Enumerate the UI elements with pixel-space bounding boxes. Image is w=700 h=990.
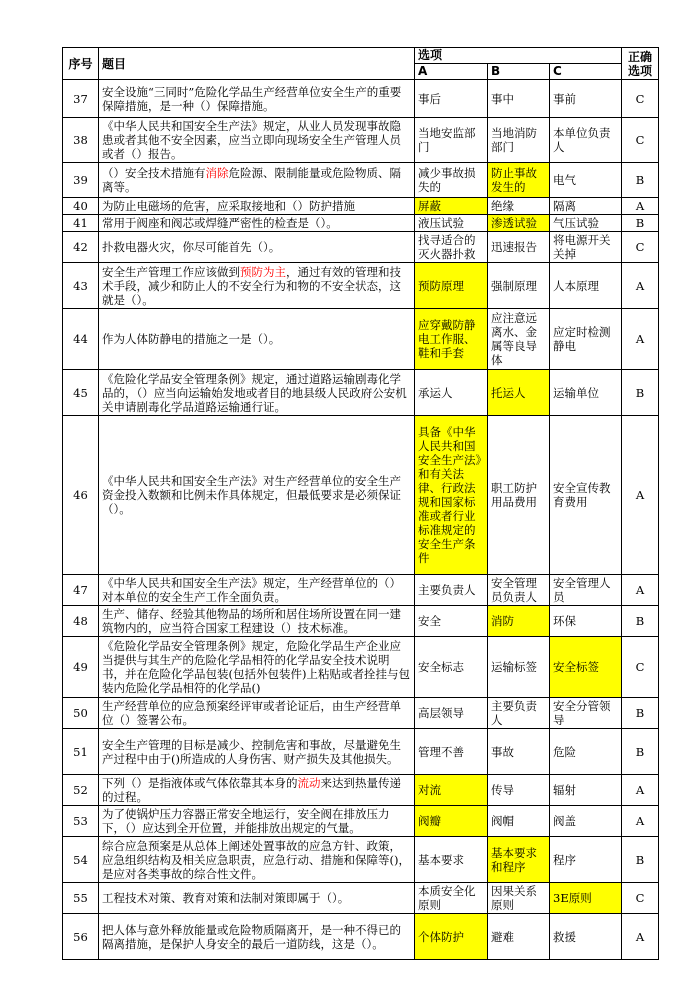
correct-answer: A: [622, 309, 659, 370]
question-text: [99, 698, 415, 729]
option-a: 预防原理: [415, 263, 488, 309]
table-row: [63, 232, 659, 263]
question-number: 40: [63, 198, 99, 215]
option-a: 安全: [415, 606, 488, 637]
table-row: [63, 263, 659, 309]
header-correct-answer: 正确选项: [622, 48, 659, 80]
table-row: [63, 637, 659, 698]
question-text: [99, 806, 415, 837]
option-a: 安全标志: [415, 637, 488, 698]
correct-answer: B: [622, 606, 659, 637]
question-text: [99, 416, 415, 575]
option-c: 阀盖: [550, 806, 622, 837]
option-b: 安全管理员负责人: [488, 575, 550, 606]
correct-answer: B: [622, 370, 659, 416]
option-c: 运输单位: [550, 370, 622, 416]
option-b: 托运人: [488, 370, 550, 416]
option-a: 个体防护: [415, 914, 488, 960]
question-text: [99, 575, 415, 606]
option-c: 安全管理人员: [550, 575, 622, 606]
option-b: 消防: [488, 606, 550, 637]
option-c: 安全分管领导: [550, 698, 622, 729]
question-highlight-word: 预防为主: [240, 264, 286, 279]
header-no: 序号: [63, 48, 99, 80]
question-text-part: 下列（）是指液体或气体依靠其本身的: [102, 776, 298, 790]
table-row: [63, 883, 659, 914]
option-c: 救援: [550, 914, 622, 960]
question-number: 43: [63, 263, 99, 309]
option-a: 基本要求: [415, 837, 488, 883]
option-b: 迅速报告: [488, 232, 550, 263]
option-b: 基本要求和程序: [488, 837, 550, 883]
question-text-part: （）安全技术措施有: [102, 166, 206, 180]
question-number: 39: [63, 163, 99, 198]
option-a: 应穿戴防静电工作服、鞋和手套: [415, 309, 488, 370]
question-text-part: 《中华人民共和国安全生产法》规定，生产经营单位的（）对本单位的安全生产工作全面负责。: [102, 576, 401, 604]
question-number: 55: [63, 883, 99, 914]
option-c: 将电源开关关掉: [550, 232, 622, 263]
question-number: 48: [63, 606, 99, 637]
table-row: [63, 606, 659, 637]
option-c: 事前: [550, 80, 622, 118]
question-number: 47: [63, 575, 99, 606]
question-text-part: 综合应急预案是从总体上阐述处置事故的应急方针、政策，应急组织结构及相关应急职责，应急行动、措施和保障等()，是应对各类事故的综合性文件。: [102, 838, 410, 881]
question-text: [99, 914, 415, 960]
question-number: 42: [63, 232, 99, 263]
correct-answer: C: [622, 637, 659, 698]
question-text-part: 《中华人民共和国安全生产法》对生产经营单位的安全生产资金投入数额和比例未作具体规定，但最低要求是必须保证（）。: [102, 474, 401, 516]
option-b: 阀帽: [488, 806, 550, 837]
option-c: 3E原则: [550, 883, 622, 914]
option-b: 当地消防部门: [488, 118, 550, 163]
question-number: 51: [63, 729, 99, 775]
question-text-part: 安全生产管理的目标是减少、控制危害和事故，尽量避免生产过程中由于()所造成的人身伤害、财产损失及其他损失。: [102, 737, 401, 766]
question-text-part: 常用于阀座和阀芯或焊缝严密性的检查是（）。: [102, 216, 338, 230]
question-text: [99, 118, 415, 163]
correct-answer: B: [622, 729, 659, 775]
question-number: 38: [63, 118, 99, 163]
question-text: [99, 80, 415, 118]
question-text: [99, 883, 415, 914]
correct-answer: B: [622, 163, 659, 198]
table-row: [63, 198, 659, 215]
question-text-part: 危险源、限制能量或危险物质、隔离等。: [102, 166, 401, 194]
question-table: [62, 47, 659, 960]
question-text: [99, 729, 415, 775]
option-c: 辐射: [550, 775, 622, 806]
option-a: 液压试验: [415, 215, 488, 232]
option-c: 隔离: [550, 198, 622, 215]
correct-answer: A: [622, 775, 659, 806]
option-b: 事中: [488, 80, 550, 118]
question-number: 45: [63, 370, 99, 416]
question-highlight-word: 流动: [297, 776, 321, 790]
correct-answer: A: [622, 416, 659, 575]
option-c: 危险: [550, 729, 622, 775]
question-text-part: 扑救电器火灾，你尽可能首先（）。: [102, 240, 281, 254]
option-a: 具备《中华人民共和国安全生产法》和有关法律、行政法规和国家标准或者行业标准规定的安全生产条件: [415, 416, 488, 575]
option-c: 应定时检测静电: [550, 309, 622, 370]
question-number: 56: [63, 914, 99, 960]
table-row: [63, 775, 659, 806]
table-row: [63, 309, 659, 370]
question-text-part: 生产经营单位的应急预案经评审或者论证后，由生产经营单位（）签署公布。: [102, 699, 401, 727]
table-row: [63, 914, 659, 960]
option-a: 减少事故损失的: [415, 163, 488, 198]
question-text-part: 把人体与意外释放能量或危险物质隔离开，是一种不得已的隔离措施，是保护人身安全的最后一道防线，这是（）。: [102, 922, 401, 951]
option-c: 本单位负责人: [550, 118, 622, 163]
question-highlight-word: 消除: [205, 166, 229, 180]
question-text-part: 为了使锅炉压力容器正常安全地运行，安全阀在排放压力下，（）应达到全开位置，并能排放出规定的气量。: [102, 807, 390, 835]
correct-answer: B: [622, 698, 659, 729]
option-a: 承运人: [415, 370, 488, 416]
correct-answer: A: [622, 914, 659, 960]
option-a: 阀瓣: [415, 806, 488, 837]
question-text: [99, 163, 415, 198]
question-text-part: 《危险化学品安全管理条例》规定，通过道路运输剧毒化学品的，（）应当向运输始发地或者目的地县级人民政府公安机关申请剧毒化学品道路运输通行证。: [102, 371, 407, 414]
question-text-part: 安全设施“三同时”危险化学品生产经营单位安全生产的重要保障措施，是一种（）保障措施。: [102, 84, 402, 113]
option-b: 主要负责人: [488, 698, 550, 729]
option-c: 人本原理: [550, 263, 622, 309]
option-a: 屏蔽: [415, 198, 488, 215]
table-row: [63, 215, 659, 232]
option-c: 电气: [550, 163, 622, 198]
option-b: 应注意远离水、金属等良导体: [488, 309, 550, 370]
option-a: 找寻适合的灭火器扑救: [415, 232, 488, 263]
question-text: [99, 215, 415, 232]
correct-answer: B: [622, 215, 659, 232]
question-text-part: 工程技术对策、教育对策和法制对策即属于（）。: [102, 891, 350, 905]
correct-answer: B: [622, 837, 659, 883]
header-option-a: A: [415, 64, 488, 80]
question-number: 46: [63, 416, 99, 575]
option-b: 渗透试验: [488, 215, 550, 232]
question-text-part: ，通过有效的管理和技术手段，减少和防止人的不安全行为和物的不安全状态，这就是（）。: [102, 264, 401, 307]
table-row: [63, 698, 659, 729]
table-row: [63, 370, 659, 416]
header-options: 选项: [415, 48, 622, 64]
question-number: 49: [63, 637, 99, 698]
option-b: 职工防护用品费用: [488, 416, 550, 575]
question-number: 37: [63, 80, 99, 118]
header-option-b: B: [488, 64, 550, 80]
question-text: [99, 775, 415, 806]
option-a: 高层领导: [415, 698, 488, 729]
option-c: 程序: [550, 837, 622, 883]
question-text: [99, 232, 415, 263]
question-text-part: 为防止电磁场的危害，应采取接地和（）防护措施: [102, 199, 355, 213]
question-text-part: 《危险化学品安全管理条例》规定，危险化学品生产企业应当提供与其生产的危险化学品相符的化学品安全技术说明书，并在危险化学品包装(包括外包装件)上粘贴或者拴挂与包装内危险化学品相符的化学品(): [102, 639, 410, 695]
option-a: 主要负责人: [415, 575, 488, 606]
correct-answer: C: [622, 118, 659, 163]
question-text: [99, 606, 415, 637]
question-number: 41: [63, 215, 99, 232]
correct-answer: C: [622, 883, 659, 914]
question-text: [99, 837, 415, 883]
option-b: 事故: [488, 729, 550, 775]
option-b: 绝缘: [488, 198, 550, 215]
option-c: 气压试验: [550, 215, 622, 232]
option-c: 环保: [550, 606, 622, 637]
option-c: 安全标签: [550, 637, 622, 698]
option-b: 防止事故发生的: [488, 163, 550, 198]
correct-answer: A: [622, 575, 659, 606]
table-row: [63, 806, 659, 837]
question-number: 52: [63, 775, 99, 806]
table-row: [63, 118, 659, 163]
question-text-part: 安全生产管理工作应该做到: [102, 264, 240, 279]
option-a: 当地安监部门: [415, 118, 488, 163]
question-text: [99, 370, 415, 416]
option-b: 避难: [488, 914, 550, 960]
correct-answer: A: [622, 806, 659, 837]
option-a: 对流: [415, 775, 488, 806]
table-row: [63, 416, 659, 575]
option-b: 因果关系原则: [488, 883, 550, 914]
question-text-part: 生产、储存、经验其他物品的场所和居住场所设置在同一建筑物内的，应当符合国家工程建设（）技术标准。: [102, 607, 401, 635]
option-b: 强制原理: [488, 263, 550, 309]
question-number: 44: [63, 309, 99, 370]
option-a: 事后: [415, 80, 488, 118]
question-number: 53: [63, 806, 99, 837]
question-number: 50: [63, 698, 99, 729]
question-text-part: 作为人体防静电的措施之一是（）。: [102, 332, 281, 346]
option-a: 本质安全化原则: [415, 883, 488, 914]
correct-answer: C: [622, 80, 659, 118]
question-text-part: 《中华人民共和国安全生产法》规定，从业人员发现事故隐患或者其他不安全因素，应当立即向现场安全生产管理人员或者（）报告。: [102, 119, 401, 161]
question-text: [99, 637, 415, 698]
header-question: 题目: [99, 48, 415, 80]
question-text: [99, 309, 415, 370]
correct-answer: A: [622, 198, 659, 215]
option-a: 管理不善: [415, 729, 488, 775]
question-text: [99, 198, 415, 215]
option-b: 运输标签: [488, 637, 550, 698]
option-b: 传导: [488, 775, 550, 806]
table-row: [63, 80, 659, 118]
question-number: 54: [63, 837, 99, 883]
header-option-c: C: [550, 64, 622, 80]
option-c: 安全宣传教育费用: [550, 416, 622, 575]
table-row: [63, 837, 659, 883]
correct-answer: A: [622, 263, 659, 309]
question-text: [99, 263, 415, 309]
table-row: [63, 163, 659, 198]
correct-answer: C: [622, 232, 659, 263]
table-row: [63, 729, 659, 775]
table-row: [63, 575, 659, 606]
question-text-part: 来达到热量传递的过程。: [102, 776, 401, 804]
